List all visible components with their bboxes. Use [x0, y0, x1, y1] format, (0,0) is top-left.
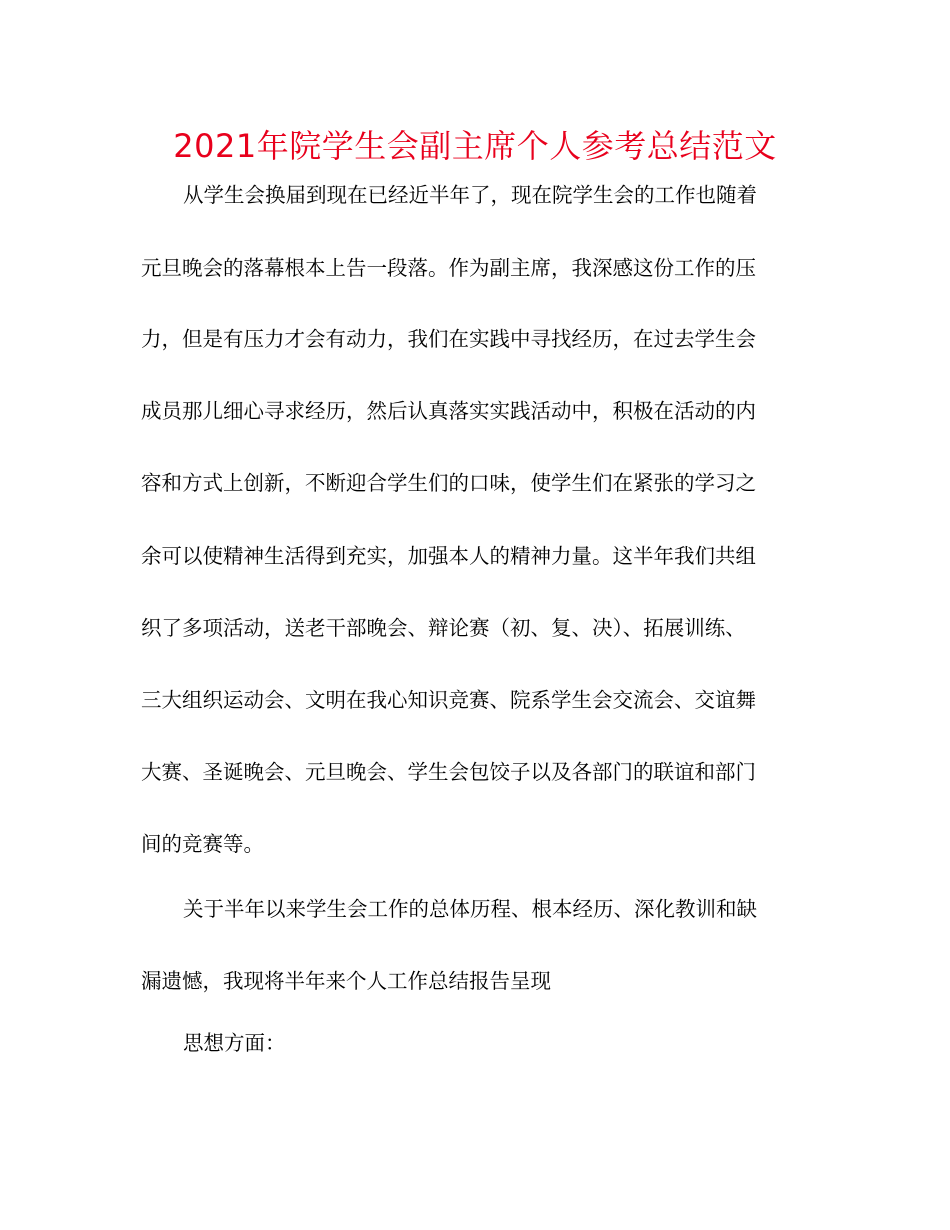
paragraph-line: 关于半年以来学生会工作的总体历程、根本经历、深化教训和缺 — [183, 897, 757, 921]
paragraph-line: 容和方式上创新，不断迎合学生们的口味，使学生们在紧张的学习之 — [141, 471, 756, 495]
paragraph-line: 力，但是有压力才会有动力，我们在实践中寻找经历，在过去学生会 — [141, 327, 756, 351]
document-title: 2021年院学生会副主席个人参考总结范文 — [173, 127, 777, 165]
paragraph-line: 余可以使精神生活得到充实，加强本人的精神力量。这半年我们共组 — [141, 544, 756, 568]
paragraph-line: 从学生会换届到现在已经近半年了，现在院学生会的工作也随着 — [183, 183, 757, 207]
paragraph-line: 大赛、圣诞晚会、元旦晚会、学生会包饺子以及各部门的联谊和部门 — [141, 760, 756, 784]
paragraph-line: 漏遗憾，我现将半年来个人工作总结报告呈现 — [141, 969, 551, 993]
paragraph-line: 元旦晚会的落幕根本上告一段落。作为副主席，我深感这份工作的压 — [141, 256, 756, 280]
paragraph-line: 成员那儿细心寻求经历，然后认真落实实践活动中，积极在活动的内 — [141, 399, 756, 423]
paragraph-line: 间的竞赛等。 — [141, 832, 264, 856]
section-heading: 思想方面： — [183, 1031, 286, 1055]
paragraph-line: 织了多项活动，送老干部晚会、辩论赛（初、复、决）、拓展训练、 — [141, 616, 746, 640]
paragraph-line: 三大组织运动会、文明在我心知识竞赛、院系学生会交流会、交谊舞 — [141, 688, 756, 712]
